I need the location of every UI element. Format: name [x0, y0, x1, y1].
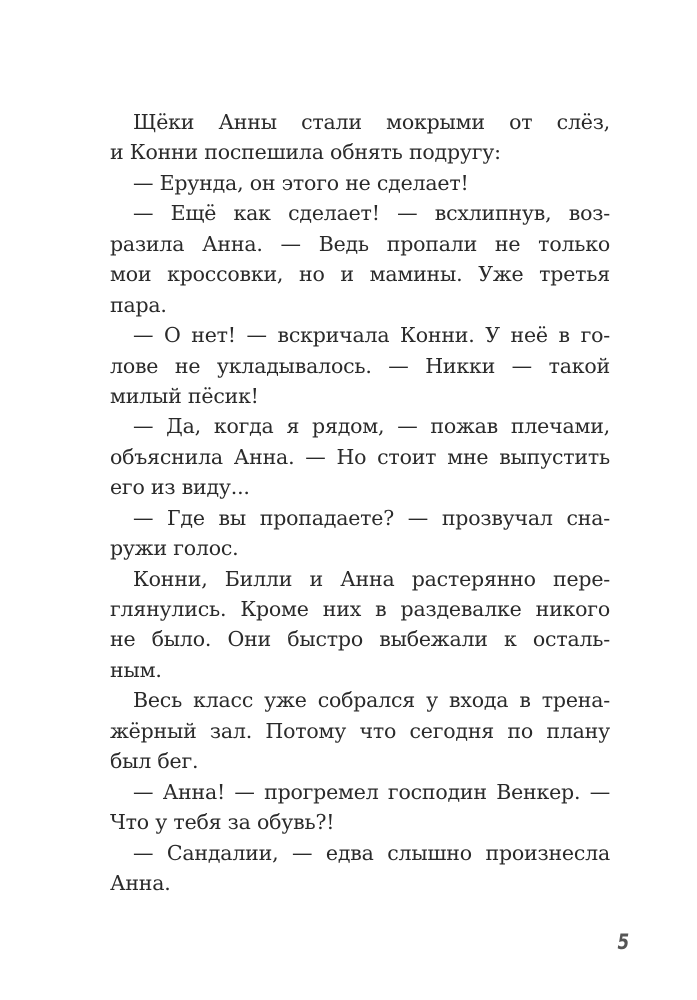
text-line: лове не укладывалось. — Никки — такой: [110, 353, 610, 378]
page-number: 5: [617, 930, 630, 954]
text-line: Щёки Анны стали мокрыми от слёз,: [133, 110, 610, 134]
text-line: пара.: [110, 292, 167, 317]
text-line: мои кроссовки, но и мамины. Уже третья: [110, 262, 610, 287]
text-line: жёрный зал. Потому что сегодня по плану: [110, 718, 610, 743]
text-line: милый пёсик!: [110, 383, 259, 408]
text-line: — Ещё как сделает! — всхлипнув, воз-: [133, 201, 610, 226]
text-line: Конни, Билли и Анна растерянно пере-: [133, 566, 610, 591]
text-line: объяснила Анна. — Но стоит мне выпустить: [110, 444, 610, 469]
text-line: ным.: [110, 657, 162, 682]
text-line: ружи голос.: [110, 536, 239, 561]
body-text: [110, 107, 610, 898]
text-line: и Конни поспешила обнять подругу:: [110, 140, 501, 165]
text-line: Весь класс уже собрался у входа в трена-: [133, 688, 610, 713]
text-line: — Где вы пропадаете? — прозвучал сна-: [133, 505, 610, 530]
text-line: — Ерунда, он этого не сделает!: [133, 170, 469, 195]
text-line: был бег.: [110, 749, 199, 774]
text-line: — Анна! — прогремел господин Венкер. —: [133, 779, 610, 804]
text-line: — О нет! — вскричала Конни. У неё в го-: [133, 323, 610, 348]
text-line: Анна.: [110, 870, 171, 895]
text-line: не было. Они быстро выбежали к осталь-: [110, 627, 610, 652]
text-line: глянулись. Кроме них в раздевалке никого: [110, 597, 610, 621]
text-line: разила Анна. — Ведь пропали не только: [110, 231, 610, 256]
text-line: — Да, когда я рядом, — пожав плечами,: [133, 414, 610, 439]
text-line: его из виду...: [110, 475, 250, 500]
text-line: — Сандалии, — едва слышно произнесла: [133, 840, 610, 865]
text-line: Что у тебя за обувь?!: [110, 810, 335, 835]
